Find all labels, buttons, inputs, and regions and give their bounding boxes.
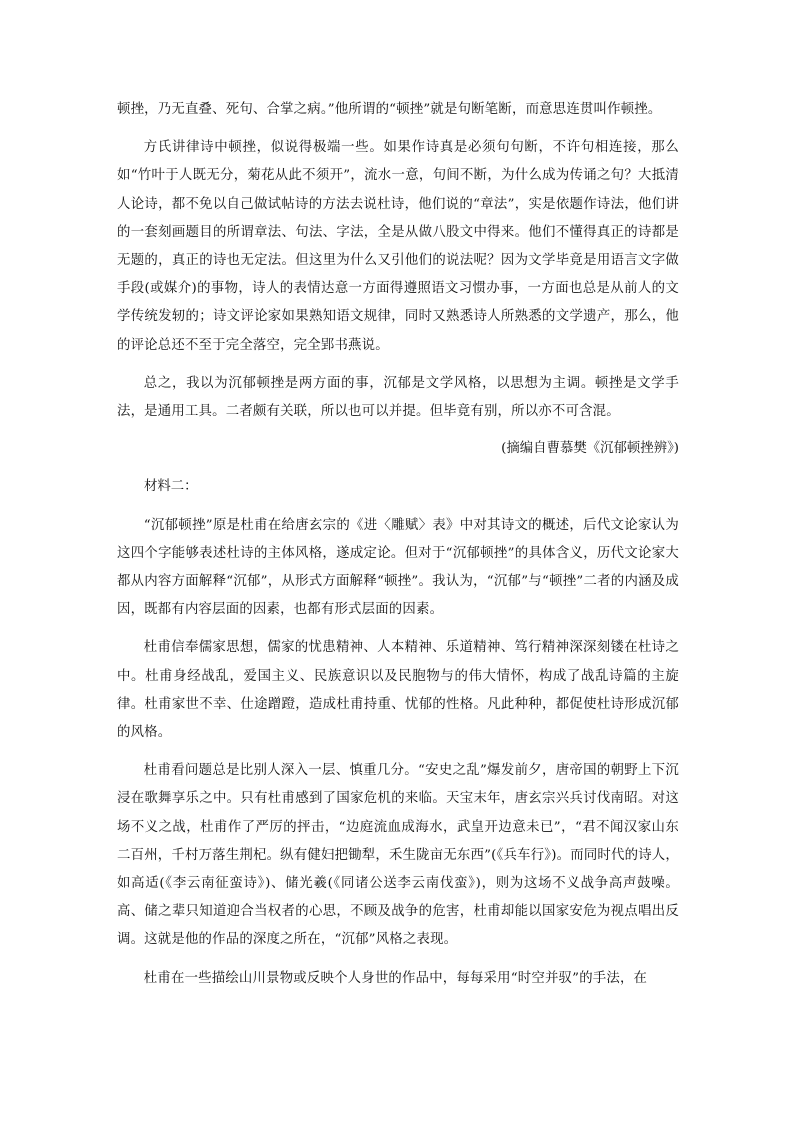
paragraph-definition: “沉郁顿挫”原是杜甫在给唐玄宗的《进〈雕赋〉表》中对其诗文的概述，后代文论家认为这四个字能够表述杜诗的主体风格，遂成定论。但对于“沉郁顿挫”的具体含义，历代文论家大都从内容方面解释“沉郁”，从形式方面解释“顿挫”。我认为，“沉郁”与“顿挫”二者的内涵及成因，既都有内容层面的因素，也都有形式层面的因素。 <box>117 517 679 618</box>
document-page <box>117 96 679 993</box>
paragraph-conclusion: 总之，我以为沉郁顿挫是两方面的事，沉郁是文学风格，以思想为主调。顿挫是文学手法，是通用工具。二者颇有关联，所以也可以并提。但毕竟有别，所以亦不可含混。 <box>117 375 679 420</box>
paragraph-confucian: 杜甫信奉儒家思想，儒家的忧患精神、人本精神、乐道精神、笃行精神深深刻镂在杜诗之中。杜甫身经战乱，爱国主义、民族意识以及民胞物与的伟大情怀，构成了战乱诗篇的主旋律。杜甫家世不幸、仕途蹭蹬，造成杜甫持重、忧郁的性格。凡此种种，都促使杜诗形成沉郁的风格。 <box>117 640 679 741</box>
paragraph-time-space: 杜甫在一些描绘山川景物或反映个人身世的作品中，每每采用“时空并驭”的手法，在 <box>143 970 648 986</box>
paragraph-continuation: 顿挫，乃无直叠、死句、合掌之病。”他所谓的“顿挫”就是句断笔断，而意思连贯叫作顿挫。 <box>117 102 662 117</box>
paragraph-depth: 杜甫看问题总是比别人深入一层、慎重几分。“安史之乱”爆发前夕，唐帝国的朝野上下沉浸在歌舞享乐之中。只有杜甫感到了国家危机的来临。天宝末年，唐玄宗兴兵讨伐南昭。对这场不义之战，杜甫作了严厉的抨击，“边庭流血成海水，武皇开边意未已”，“君不闻汉家山东二百州，千村万落生荆杞。纵有健妇把锄犁，禾生陇亩无东西”(《兵车行》)。而同时代的诗人，如高适(《李云南征蛮诗》)、储光羲(《同诸公送李云南伐蛮》)，则为这场不义战争高声鼓噪。高、储之辈只知道迎合当权者的心思，不顾及战争的危害，杜甫却能以国家安危为视点唱出反调。这就是他的作品的深度之所在，“沉郁”风格之表现。 <box>117 763 679 948</box>
paragraph-fang-shi: 方氏讲律诗中顿挫，似说得极端一些。如果作诗真是必须句句断，不许句相连接，那么如“竹叶于人既无分，菊花从此不须开”，流水一意，句间不断，为什么成为传诵之句？大抵清人论诗，都不免以自己做试帖诗的方法去说杜诗，他们说的“章法”，实是依题作诗法，他们讲的一套刻画题目的所谓章法、句法、字法，全是从做八股文中得来。他们不懂得真正的诗都是无题的，真正的诗也无定法。但这里为什么又引他们的说法呢？因为文学毕竟是用语言文字做手段(或媒介)的事物，诗人的表情达意一方面得遵照语文习惯办事，一方面也总是从前人的文学传统发轫的；诗文评论家如果熟知语文规律，同时又熟悉诗人所熟悉的文学遗产，那么，他的评论总还不至于完全落空，完全郢书燕说。 <box>117 140 679 353</box>
material-two-heading: 材料二： <box>144 479 198 495</box>
source-citation: (摘编自曹慕樊《沉郁顿挫辨》) <box>501 441 679 457</box>
